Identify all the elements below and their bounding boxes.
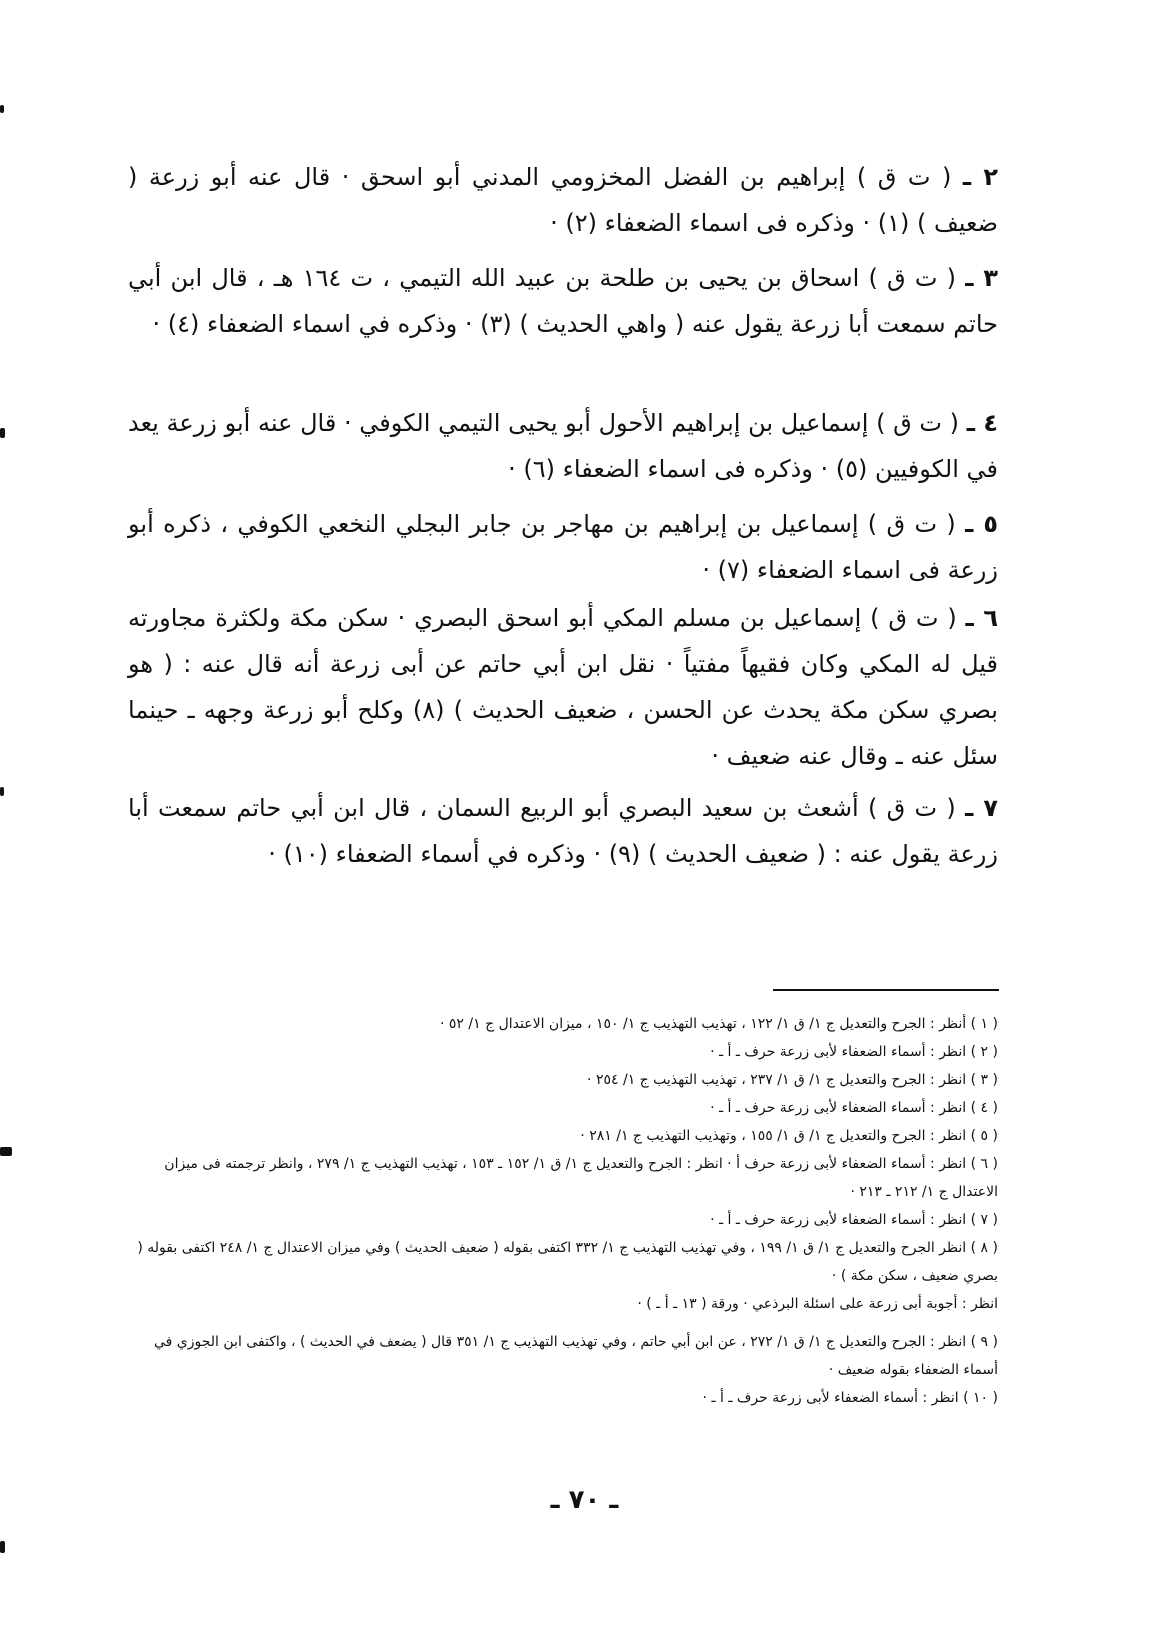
entry-2 <box>128 154 998 246</box>
footnote-5: ( ٥ ) انظر : الجرح والتعديل ج ١/ ق ١/ ١٥٥ ، وتهذيب التهذيب ج ١/ ٢٨١ · <box>580 1128 998 1144</box>
footnote-7: ( ٧ ) انظر : أسماء الضعفاء لأبى زرعة حرف ـ أ ـ · <box>710 1212 998 1228</box>
entry-text: ( ت ق ) إسماعيل بن إبراهيم الأحول أبو يحيى التيمي الكوفي · قال عنه أبو زرعة يعد في الكوفيين (٥) · وذكره فى اسماء الضعفاء (٦) · <box>128 409 998 483</box>
scan-mark <box>0 428 5 438</box>
entry-number: ٢ ـ <box>962 163 999 191</box>
scan-mark <box>0 787 4 796</box>
footnote-10: ( ١٠ ) انظر : أسماء الضعفاء لأبى زرعة حرف ـ أ ـ · <box>702 1390 998 1406</box>
entry-7 <box>128 785 998 877</box>
footnote-6: ( ٦ ) انظر : أسماء الضعفاء لأبى زرعة حرف أ · انظر : الجرح والتعديل ج ١/ ق ١/ ١٥٢ ـ ١٥٣ ، تهذيب التهذيب ج ١/ ٢٧٩ ، وانظر ترجمته فى ميزان الاعتدال ج ١/ ٢١٢ ـ ٢١٣ · <box>164 1156 998 1200</box>
entry-number: ٧ ـ <box>965 794 998 822</box>
entry-number: ٥ ـ <box>965 510 998 538</box>
entry-text: ( ت ق ) أشعث بن سعيد البصري أبو الربيع السمان ، قال ابن أبي حاتم سمعت أبا زرعة يقول عنه : ( ضعيف الحديث ) (٩) · وذكره في أسماء الضعفاء (١٠) · <box>128 794 998 868</box>
entry-text: ( ت ق ) إسماعيل بن إبراهيم بن مهاجر بن جابر البجلي النخعي الكوفي ، ذكره أبو زرعة فى اسماء الضعفاء (٧) · <box>128 510 998 584</box>
entry-text: ( ت ق ) إبراهيم بن الفضل المخزومي المدني أبو اسحق · قال عنه أبو زرعة ( ضعيف ) (١) · وذكره فى اسماء الضعفاء (٢) · <box>128 163 998 237</box>
footnote-separator <box>773 989 999 991</box>
footnote-9: ( ٩ ) انظر : الجرح والتعديل ج ١/ ق ١/ ٢٧٢ ، عن ابن أبي حاتم ، وفي تهذيب التهذيب ج ١/ ٣٥١ قال ( يضعف في الحديث ) ، واكتفى ابن الجوزي في أسماء الضعفاء بقوله ضعيف · <box>153 1334 998 1378</box>
footnote-4: ( ٤ ) انظر : أسماء الضعفاء لأبى زرعة حرف ـ أ ـ · <box>710 1100 998 1116</box>
footnote-3: ( ٣ ) انظر : الجرح والتعديل ج ١/ ق ١/ ٢٣٧ ، تهذيب التهذيب ج ١/ ٢٥٤ · <box>587 1072 998 1088</box>
entry-number: ٣ ـ <box>965 264 998 292</box>
scan-mark <box>0 1541 5 1553</box>
entry-number: ٤ ـ <box>966 409 999 437</box>
page-number: ـ ٧٠ ـ <box>550 1485 619 1515</box>
entry-5 <box>128 501 998 593</box>
entry-text: ( ت ق ) اسحاق بن يحيى بن طلحة بن عبيد الله التيمي ، ت ١٦٤ هـ ، قال ابن أبي حاتم سمعت أبا زرعة يقول عنه ( واهي الحديث ) (٣) · وذكره في اسماء الضعفاء (٤) · <box>128 264 998 338</box>
footnote-2: ( ٢ ) انظر : أسماء الضعفاء لأبى زرعة حرف ـ أ ـ · <box>710 1044 998 1060</box>
scan-mark <box>0 105 4 113</box>
footnote-8: ( ٨ ) انظر الجرح والتعديل ج ١/ ق ١/ ١٩٩ ، وفي تهذيب التهذيب ج ١/ ٣٣٢ اكتفى بقوله ( ضعيف الحديث ) وفي ميزان الاعتدال ج ١/ ٢٤٨ اكتفى بقوله ( بصري ضعيف ، سكن مكة ) · <box>137 1240 998 1284</box>
scan-mark <box>0 1147 12 1156</box>
entry-4 <box>128 400 998 492</box>
entry-text: ( ت ق ) إسماعيل بن مسلم المكي أبو اسحق البصري · سكن مكة ولكثرة مجاورته قيل له المكي وكان فقيهاً مفتياً · نقل ابن أبي حاتم عن أبى زرعة أنه قال عنه : ( هو بصري سكن مكة يحدث عن الحسن ، ضعيف الحديث ) (٨) وكلح أبو زرعة وجهه ـ حينما سئل عنه ـ وقال عنه ضعيف · <box>128 604 998 770</box>
footnotes <box>128 1010 998 1412</box>
footnote-1: ( ١ ) أنظر : الجرح والتعديل ج ١/ ق ١/ ١٢٢ ، تهذيب التهذيب ج ١/ ١٥٠ ، ميزان الاعتدال ج ١/ ٥٢ · <box>440 1016 998 1032</box>
entry-3 <box>128 255 998 347</box>
footnote-8-continued: انظر : أجوبة أبى زرعة على اسئلة البرذعي · ورقة ( ١٣ ـ أ ـ ) · <box>637 1296 998 1312</box>
entry-6 <box>128 595 998 779</box>
entry-number: ٦ ـ <box>965 604 998 632</box>
